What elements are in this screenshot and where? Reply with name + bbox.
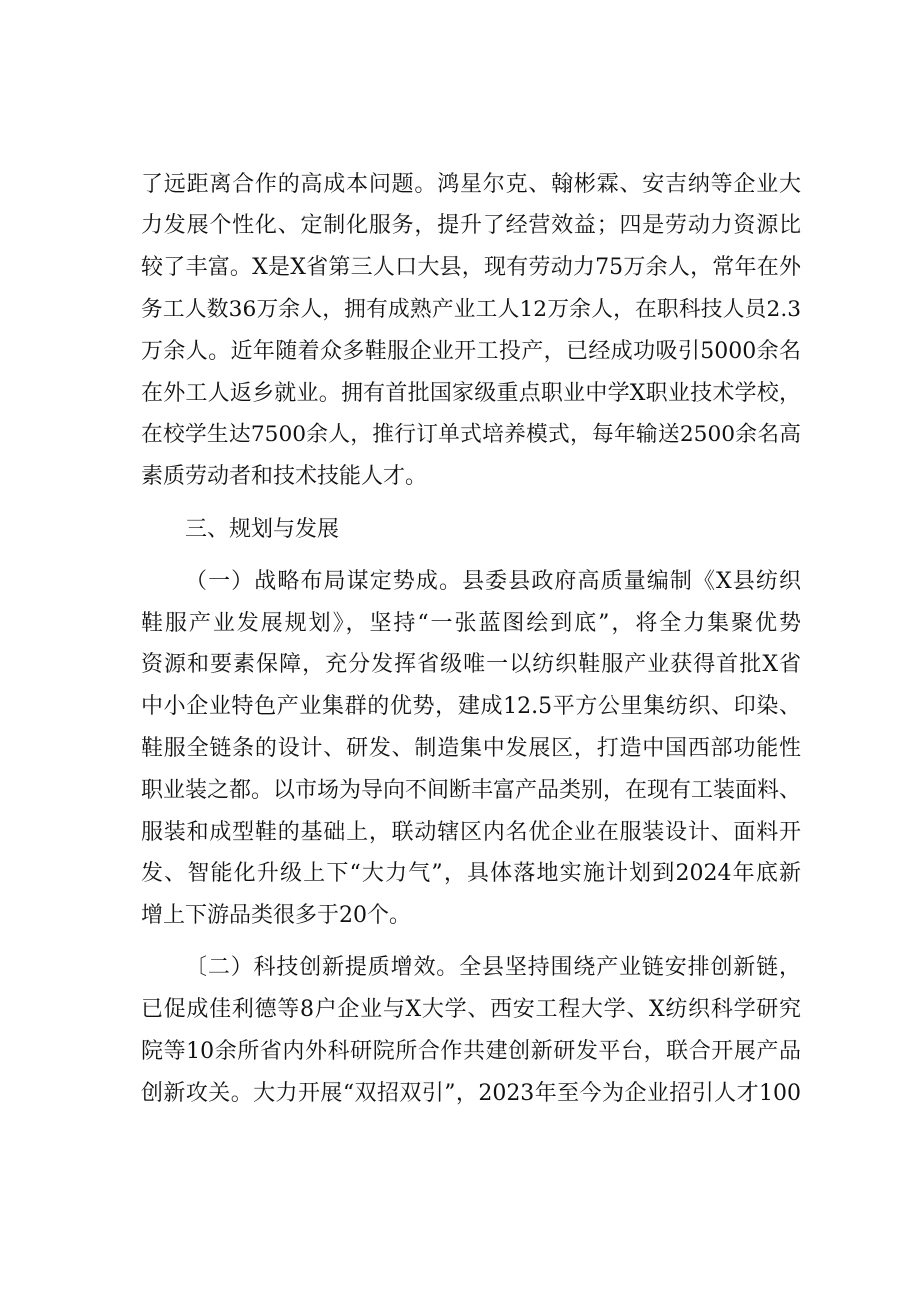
paragraph-3-line-4: 创新攻关。大力开展“双招双引”，2023年至今为企业招引人才100 — [141, 1081, 801, 1106]
paragraph-2-line-7: 服装和成型鞋的基础上，联动辖区内名优企业在服装设计、面料开 — [141, 820, 801, 845]
paragraph-2-line-4: 中小企业特色产业集群的优势，建成12.5平方公里集纺织、印染、 — [141, 694, 801, 719]
paragraph-1-line-5: 万余人。近年随着众多鞋服企业开工投产，已经成功吸引5000余名 — [141, 339, 801, 364]
section-heading: 三、规划与发展 — [185, 517, 340, 542]
paragraph-1-line-4: 务工人数36万余人，拥有成熟产业工人12万余人，在职科技人员2.3 — [141, 297, 801, 322]
paragraph-2-line-3: 资源和要素保障，充分发挥省级唯一以纺织鞋服产业获得首批X省 — [141, 652, 801, 677]
paragraph-2-line-5: 鞋服全链条的设计、研发、制造集中发展区，打造中国西部功能性 — [141, 736, 801, 761]
paragraph-1-line-6: 在外工人返乡就业。拥有首批国家级重点职业中学X职业技术学校， — [141, 381, 801, 406]
paragraph-2-line-1: （一）战略布局谋定势成。县委县政府高质量编制《X县纺织 — [185, 569, 801, 594]
paragraph-2-line-2: 鞋服产业发展规划》，坚持“一张蓝图绘到底”，将全力集聚优势 — [141, 611, 801, 636]
paragraph-2-line-6: 职业装之都。以市场为导向不间断丰富产品类别，在现有工装面料、 — [141, 778, 802, 803]
paragraph-1-line-3: 较了丰富。X是X省第三人口大县，现有劳动力75万余人，常年在外 — [141, 255, 801, 280]
paragraph-1-line-7: 在校学生达7500余人，推行订单式培养模式，每年输送2500余名高 — [141, 422, 801, 447]
paragraph-1-line-8: 素质劳动者和技术技能人才。 — [141, 464, 428, 489]
paragraph-2-line-9: 增上下游品类很多于20个。 — [141, 903, 411, 928]
paragraph-3-line-3: 院等10余所省内外科研院所合作共建创新研发平台，联合开展产品 — [141, 1039, 801, 1064]
paragraph-3-line-1: 〔二）科技创新提质增效。全县坚持围绕产业链安排创新链， — [185, 955, 801, 980]
paragraph-2-line-8: 发、智能化升级上下“大力气”，具体落地实施计划到2024年底新 — [141, 861, 801, 886]
paragraph-3-line-2: 已促成佳利德等8户企业与X大学、西安工程大学、X纺织科学研究 — [141, 997, 801, 1022]
paragraph-1-line-2: 力发展个性化、定制化服务，提升了经营效益；四是劳动力资源比 — [141, 213, 801, 238]
paragraph-1-line-1: 了远距离合作的高成本问题。鸿星尔克、翰彬霖、安吉纳等企业大 — [141, 172, 801, 197]
